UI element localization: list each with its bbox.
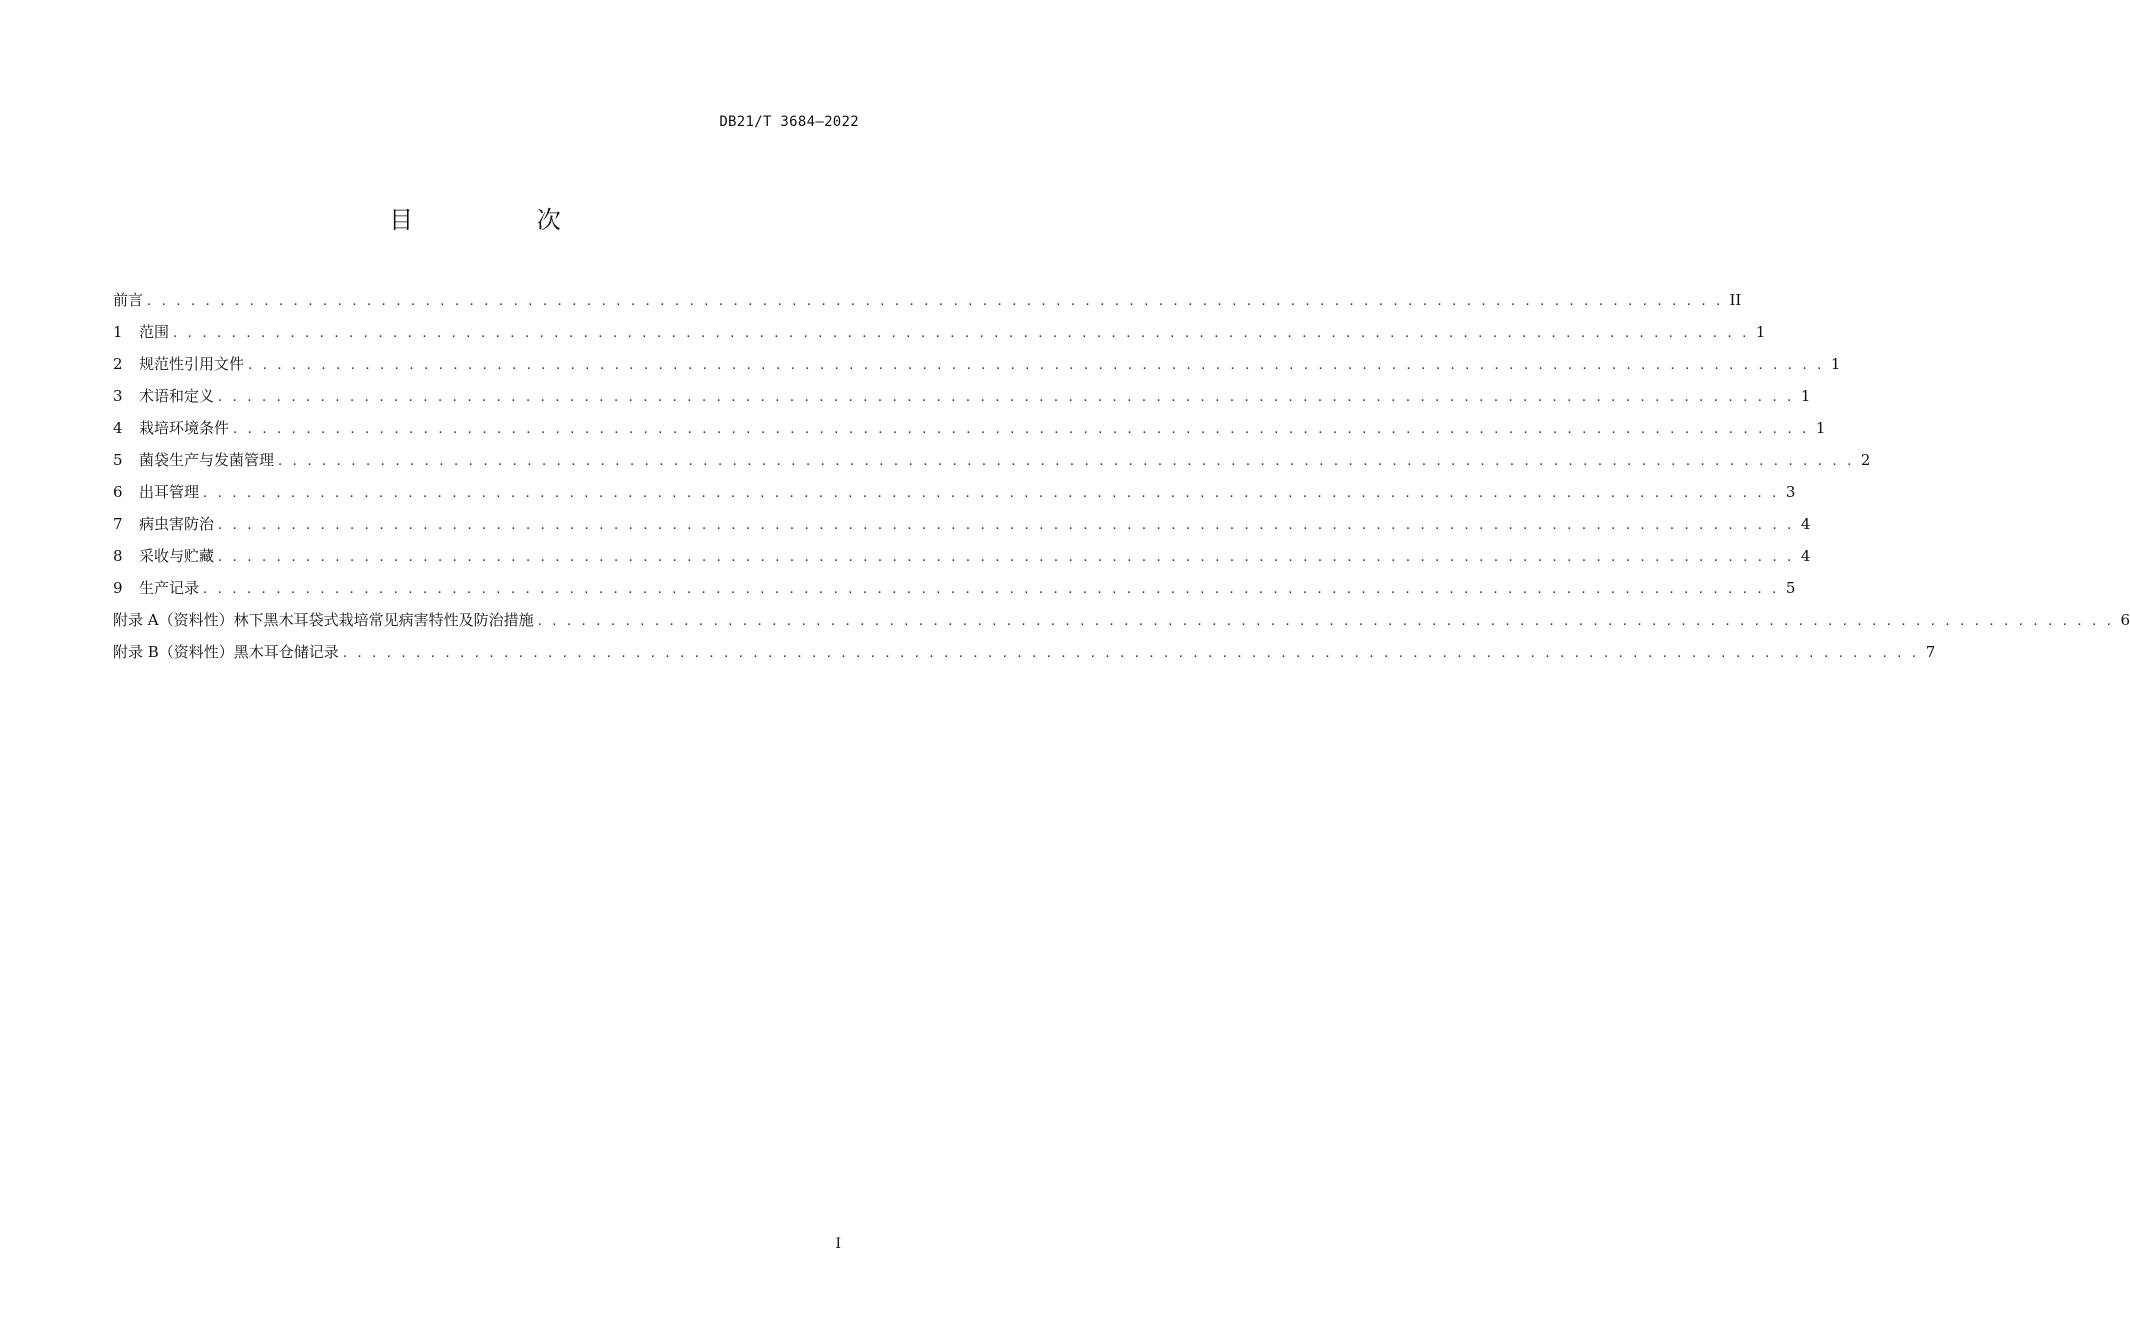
- toc-item-subtitle: 黑木耳仓储记录: [233, 643, 339, 661]
- toc-item-annex-b[interactable]: [113, 636, 1936, 668]
- toc-leader-dots: . . . . . . . . . . . . . . . . . . . . . . . . . . . . . . . . . . . . . . . . . . . . . . . . . . . . . . . . . . . . . . . . . . . . . . . . . . . . . . . . . . . . . . . . . . . . . . . . . . . . . . . . . . . .: [203, 486, 1780, 501]
- toc-leader-dots: . . . . . . . . . . . . . . . . . . . . . . . . . . . . . . . . . . . . . . . . . . . . . . . . . . . . . . . . . . . . . . . . . . . . . . . . . . . . . . . . . . . . . . . . . . . . . . . . . . . . . . . . . . . .: [147, 294, 1724, 309]
- toc-item-number: 1: [113, 323, 123, 341]
- toc-item-text: 附录 A（资料性）: [113, 611, 234, 629]
- toc-item-bag-production[interactable]: [113, 444, 1871, 476]
- toc-leader-dots: . . . . . . . . . . . . . . . . . . . . . . . . . . . . . . . . . . . . . . . . . . . . . . . . . . . . . . . . . . . . . . . . . . . . . . . . . . . . . . . . . . . . . . . . . . . . . . . . . . . . . . . . . . . .: [173, 326, 1750, 341]
- toc-item-text: 术语和定义: [139, 387, 215, 405]
- toc-leader-dots: . . . . . . . . . . . . . . . . . . . . . . . . . . . . . . . . . . . . . . . . . . . . . . . . . . . . . . . . . . . . . . . . . . . . . . . . . . . . . . . . . . . . . . . . . . . . . . . . . . . . . . . . . . . .: [537, 614, 2115, 629]
- toc-leader-dots: . . . . . . . . . . . . . . . . . . . . . . . . . . . . . . . . . . . . . . . . . . . . . . . . . . . . . . . . . . . . . . . . . . . . . . . . . . . . . . . . . . . . . . . . . . . . . . . . . . . . . . . . . . . .: [218, 390, 1795, 405]
- toc-item-text: 前言: [113, 291, 144, 309]
- toc-item-text: 规范性引用文件: [139, 355, 245, 373]
- toc-item-number: 3: [113, 387, 123, 405]
- toc-item-text: 采收与贮藏: [139, 547, 215, 565]
- toc-item-text: 出耳管理: [139, 483, 200, 501]
- page-title: 目 次: [389, 206, 619, 234]
- toc-item-terms-definitions[interactable]: [113, 380, 1811, 412]
- toc-item-text: 病虫害防治: [139, 515, 215, 533]
- toc-item-page: 7: [1925, 643, 1936, 661]
- toc-item-text: 范围: [139, 323, 170, 341]
- toc-item-page: 2: [1860, 451, 1871, 469]
- toc-leader-dots: . . . . . . . . . . . . . . . . . . . . . . . . . . . . . . . . . . . . . . . . . . . . . . . . . . . . . . . . . . . . . . . . . . . . . . . . . . . . . . . . . . . . . . . . . . . . . . . . . . . . . . . . . . . .: [248, 358, 1825, 373]
- toc-item-text: 附录 B（资料性）: [113, 643, 234, 661]
- toc-item-page: 5: [1785, 579, 1796, 597]
- toc-item-cultivation-environment[interactable]: [113, 412, 1826, 444]
- toc-item-pest-control[interactable]: [113, 508, 1811, 540]
- toc-item-text: 生产记录: [139, 579, 200, 597]
- page-number: I: [835, 1236, 841, 1252]
- toc-item-text: 菌袋生产与发菌管理: [139, 451, 275, 469]
- toc-item-page: 1: [1830, 355, 1841, 373]
- toc-item-page: 1: [1815, 419, 1826, 437]
- toc-item-number: 7: [113, 515, 123, 533]
- toc-leader-dots: . . . . . . . . . . . . . . . . . . . . . . . . . . . . . . . . . . . . . . . . . . . . . . . . . . . . . . . . . . . . . . . . . . . . . . . . . . . . . . . . . . . . . . . . . . . . . . . . . . . . . . . . . . . .: [218, 550, 1795, 565]
- standard-code: DB21/T 3684—2022: [719, 114, 859, 130]
- toc-item-harvest-storage[interactable]: [113, 540, 1811, 572]
- table-of-contents: [113, 284, 2130, 668]
- toc-item-fruiting-management[interactable]: [113, 476, 1796, 508]
- toc-item-number: 9: [113, 579, 123, 597]
- toc-leader-dots: . . . . . . . . . . . . . . . . . . . . . . . . . . . . . . . . . . . . . . . . . . . . . . . . . . . . . . . . . . . . . . . . . . . . . . . . . . . . . . . . . . . . . . . . . . . . . . . . . . . . . . . . . . . .: [203, 582, 1780, 597]
- toc-item-page: II: [1729, 291, 1742, 309]
- toc-item-page: 1: [1800, 387, 1811, 405]
- toc-item-page: 3: [1785, 483, 1796, 501]
- toc-item-number: 5: [113, 451, 123, 469]
- toc-item-number: 4: [113, 419, 123, 437]
- toc-item-page: 4: [1800, 515, 1811, 533]
- toc-item-page: 6: [2120, 611, 2130, 629]
- toc-item-normative-references[interactable]: [113, 348, 1841, 380]
- toc-leader-dots: . . . . . . . . . . . . . . . . . . . . . . . . . . . . . . . . . . . . . . . . . . . . . . . . . . . . . . . . . . . . . . . . . . . . . . . . . . . . . . . . . . . . . . . . . . . . . . . . . . . . . . . . . . . .: [233, 422, 1810, 437]
- toc-leader-dots: . . . . . . . . . . . . . . . . . . . . . . . . . . . . . . . . . . . . . . . . . . . . . . . . . . . . . . . . . . . . . . . . . . . . . . . . . . . . . . . . . . . . . . . . . . . . . . . . . . . . . . . . . . . .: [278, 454, 1855, 469]
- toc-item-production-records[interactable]: [113, 572, 1796, 604]
- toc-item-number: 6: [113, 483, 123, 501]
- toc-item-text: 栽培环境条件: [139, 419, 230, 437]
- toc-item-subtitle: 林下黑木耳袋式栽培常见病害特性及防治措施: [233, 611, 534, 629]
- toc-item-number: 2: [113, 355, 123, 373]
- toc-item-page: 4: [1800, 547, 1811, 565]
- toc-item-annex-a[interactable]: [113, 604, 2130, 636]
- toc-item-foreword[interactable]: [113, 284, 1742, 316]
- toc-leader-dots: . . . . . . . . . . . . . . . . . . . . . . . . . . . . . . . . . . . . . . . . . . . . . . . . . . . . . . . . . . . . . . . . . . . . . . . . . . . . . . . . . . . . . . . . . . . . . . . . . . . . . . . . . . . .: [218, 518, 1795, 533]
- toc-item-page: 1: [1755, 323, 1766, 341]
- toc-item-scope[interactable]: [113, 316, 1766, 348]
- toc-item-number: 8: [113, 547, 123, 565]
- toc-leader-dots: . . . . . . . . . . . . . . . . . . . . . . . . . . . . . . . . . . . . . . . . . . . . . . . . . . . . . . . . . . . . . . . . . . . . . . . . . . . . . . . . . . . . . . . . . . . . . . . . . . . . . . . . . . . .: [342, 646, 1920, 661]
